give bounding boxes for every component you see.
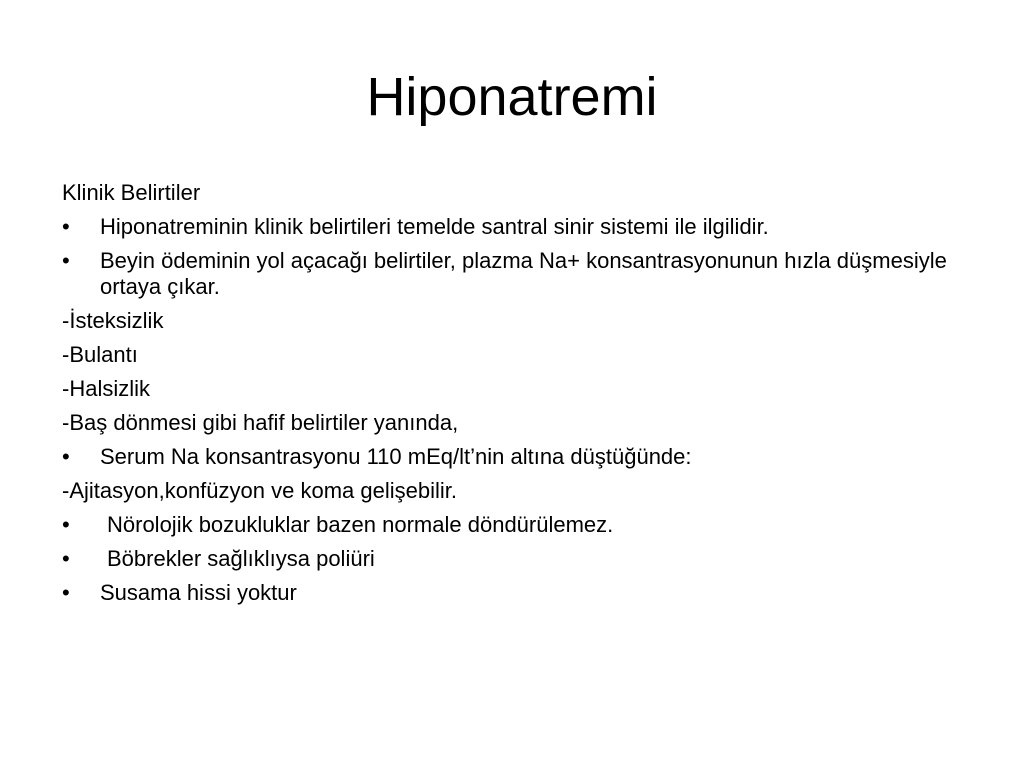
- bullet-item: [62, 580, 962, 606]
- bullet-text: Beyin ödeminin yol açacağı belirtiler, plazma Na+ konsantrasyonunun hızla düşmesiyle ortaya çıkar.: [100, 248, 947, 299]
- bullet-text: Nörolojik bozukluklar bazen normale döndürülemez.: [107, 512, 614, 537]
- bullet-icon: •: [62, 580, 70, 605]
- bullet-icon: •: [62, 248, 70, 273]
- section-heading: [62, 180, 962, 206]
- list-item-text: -Ajitasyon,konfüzyon ve koma gelişebilir.: [62, 478, 457, 503]
- bullet-text: Susama hissi yoktur: [100, 580, 297, 605]
- slide-title: Hiponatremi: [366, 67, 658, 127]
- list-item-text: -İsteksizlik: [62, 308, 164, 333]
- bullet-text: Serum Na konsantrasyonu 110 mEq/lt’nin altına düştüğünde:: [100, 444, 692, 469]
- list-item: [62, 308, 962, 334]
- bullet-icon: •: [62, 444, 70, 469]
- bullet-item: [62, 248, 962, 300]
- bullet-text: Hiponatreminin klinik belirtileri temelde santral sinir sistemi ile ilgilidir.: [100, 214, 769, 239]
- list-item-text: -Baş dönmesi gibi hafif belirtiler yanında,: [62, 410, 459, 435]
- section-heading-text: Klinik Belirtiler: [62, 180, 201, 205]
- bullet-text: Böbrekler sağlıklıysa poliüri: [107, 546, 375, 571]
- bullet-item: [62, 214, 962, 240]
- list-item: [62, 342, 962, 368]
- bullet-icon: •: [62, 214, 70, 239]
- bullet-item: [62, 546, 962, 572]
- bullet-item: [62, 444, 962, 470]
- list-item: [62, 410, 962, 436]
- bullet-icon: •: [62, 546, 70, 571]
- list-item: [62, 376, 962, 402]
- bullet-icon: •: [62, 512, 70, 537]
- list-item-text: -Halsizlik: [62, 376, 150, 401]
- slide-body: [62, 180, 962, 614]
- list-item-text: -Bulantı: [62, 342, 138, 367]
- list-item: [62, 478, 962, 504]
- bullet-item: [62, 512, 962, 538]
